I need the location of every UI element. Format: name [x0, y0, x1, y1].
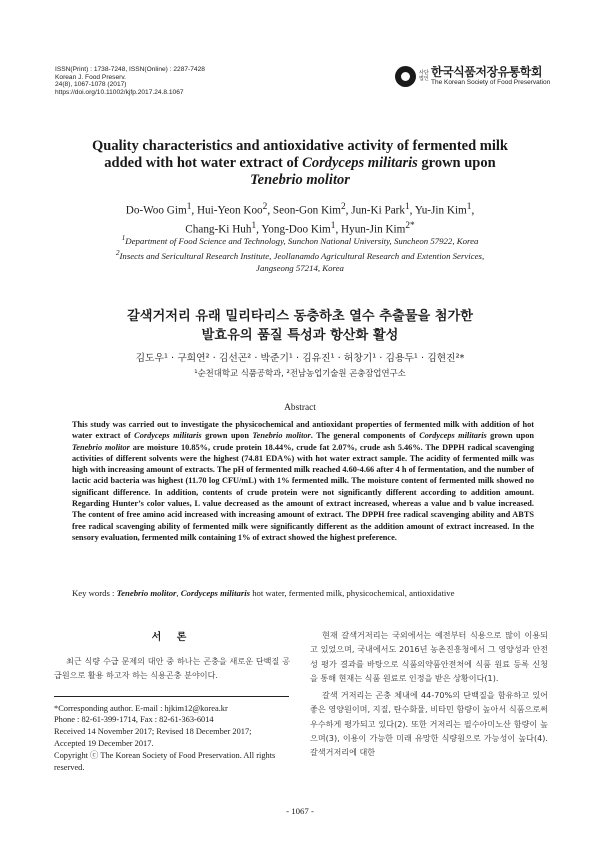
author: Hyun-Jin Kim — [341, 223, 406, 236]
society-logo — [395, 66, 550, 87]
intro-paragraph: 최근 식량 수급 문제의 대안 중 하나는 곤충을 새로운 단백질 공급원으로 활용 하고자 하는 식용곤충 분야이다. — [54, 656, 290, 681]
left-column — [54, 628, 290, 773]
keywords: Key words : Tenebrio molitor, Cordyceps militaris hot water, fermented milk, physicochemical, antioxidative — [72, 588, 455, 598]
footnote-divider — [54, 696, 289, 697]
society-emblem-icon — [395, 66, 416, 87]
paper-title — [40, 138, 560, 189]
author: Jun-Ki Park — [351, 204, 405, 217]
journal-name: Korean J. Food Preserv. — [55, 73, 126, 81]
page-number: - 1067 - — [286, 806, 314, 816]
journal-metadata — [55, 66, 205, 96]
title-line-2: added with hot water extract of Cordyceps militaris grown upon — [104, 155, 496, 171]
society-name-english: The Korean Society of Food Preservation — [431, 79, 551, 86]
section-heading-introduction: 서 론 — [151, 632, 193, 643]
author: Do-Woo Gim — [125, 204, 187, 217]
intro-paragraph: 갈색 거저리는 곤충 체내에 44-70%의 단백질을 함유하고 있어 좋은 영양원이며, 지질, 탄수화물, 비타민 함량이 높아서 식품으로써 우수하게 평가되고 있다(2). 또한 거저리는 필수아미노산 함량이 높으며(3), 이용이 가능한 미래 유망한 식량원으로 가능성이 높다(4). 갈색거저리에 대한 — [310, 690, 548, 758]
affiliation-1: $^1$Department of Food Science and Technology, Sunchon National University, Suncheon 57922, Korea — [121, 233, 479, 246]
affiliation-list — [40, 232, 560, 274]
korean-authors: 김도우¹ · 구희연² · 김선곤² · 박준기¹ · 김유진¹ · 허창기¹ · 김용두¹ · 김현진²* — [135, 353, 465, 364]
copyright-notice: Copyright ⓒ The Korean Society of Food Preservation. All rights reserved. — [54, 750, 276, 772]
accepted-date: Accepted 19 December 2017. — [54, 738, 154, 748]
author: Hui-Yeon Koo — [196, 204, 263, 217]
abstract-body: This study was carried out to investigate the physicochemical and antioxidant properties of fermented milk with addition of hot water extract of Cordyceps militaris grown upon Tenebrio molitor. The general components of Cordyceps militaris grown upon Tenebrio molitor are moisture 10.85%, crude protein 18.44%, crude fat 2.07%, crude ash 5.46%. The DPPH radical scavenging activities of different solvents were the highest (74.81 EDA%) with hot water extract sample. The acidity of fermented milk was high with increasing amount of extracts. The pH of fermented milk reached 4.60-4.66 after 4 h of fermentation, and the number of lactic acid bacteria was highest (11.70 log CFU/mL) with 1% fermented milk. The moisture content of fermented milk showed no significant difference. In addition, contents of crude protein were not significantly different according to addition amount. Regarding Hunter’s color values, L value decreased as the amount of extract increased, whereas a value and b value increased. The content of free amino acid increased with increasing amount of extract. The DPPH free radical scavenging ability and ABTS free radical scavenging ability of fermented milk were significantly different as the addition amount of extract increased. In the sensory evaluation, fermented milk containing 1% of extract showed the highest preference. — [72, 420, 534, 542]
author: Yu-Jin Kim — [414, 204, 467, 217]
affiliation-2-cont: Jangseong 57214, Korea — [256, 262, 344, 273]
author: Yong-Doo Kim — [261, 223, 331, 236]
issn-line: ISSN(Print) : 1738-7248, ISSN(Online) : 2287-7428 — [55, 66, 205, 73]
abstract-heading: Abstract — [284, 403, 316, 413]
contact-phone: Phone : 82-61-399-1714, Fax : 82-61-363-6014 — [54, 715, 214, 725]
intro-paragraph: 현재 갈색거저리는 국외에서는 예전부터 식용으로 많이 이용되고 있었으며, 국내에서도 2016년 농촌진흥청에서 그 영양성과 안전성 평가 결과를 바탕으로 식품의약품안전처에 식품 원료 등록 신청을 통해 현재는 식품 원료로 인정을 받은 상황이다(1). — [310, 630, 548, 683]
title-line-3: Tenebrio molitor — [250, 172, 350, 188]
author-list: Do-Woo Gim$^1$, Hui-Yeon Koo$^2$, Seon-Gon Kim$^2$, Jun-Ki Park$^1$, Yu-Jin Kim$^1$, Chang-Ki Huh$^1$, Yong-Doo Kim$^1$, Hyun-Jin Kim$^{2*}$ — [125, 202, 475, 236]
author: Seon-Gon Kim — [272, 204, 341, 217]
korean-title: 갈색거저리 유래 밀리타리스 동충하초 열수 추출물을 첨가한 발효유의 품질 특성과 항산화 활성 — [126, 309, 474, 343]
doi-link[interactable]: https://doi.org/10.11002/kjfp.2017.24.8.1067 — [55, 88, 184, 96]
author: Chang-Ki Huh — [185, 223, 252, 236]
received-date: Received 14 November 2017; Revised 18 December 2017; — [54, 727, 252, 737]
corresponding-author: *Corresponding author. E-mail : hjkim12@korea.kr — [54, 703, 228, 713]
korean-affiliation: ¹순천대학교 식품공학과, ²전남농업기술원 곤충잠업연구소 — [194, 368, 406, 378]
affiliation-2: $^2$Insects and Sericultural Research Institute, Jeollanamdo Agricultural Research and Extention Services, — [115, 248, 485, 262]
title-line-1: Quality characteristics and antioxidative activity of fermented milk — [91, 138, 508, 154]
volume-line: 24(8), 1067-1078 (2017) — [55, 81, 127, 89]
society-name-korean: 한국식품저장유통학회 — [431, 65, 542, 79]
right-column — [310, 628, 548, 760]
logo-small-text: 사단 법인 — [419, 70, 429, 82]
